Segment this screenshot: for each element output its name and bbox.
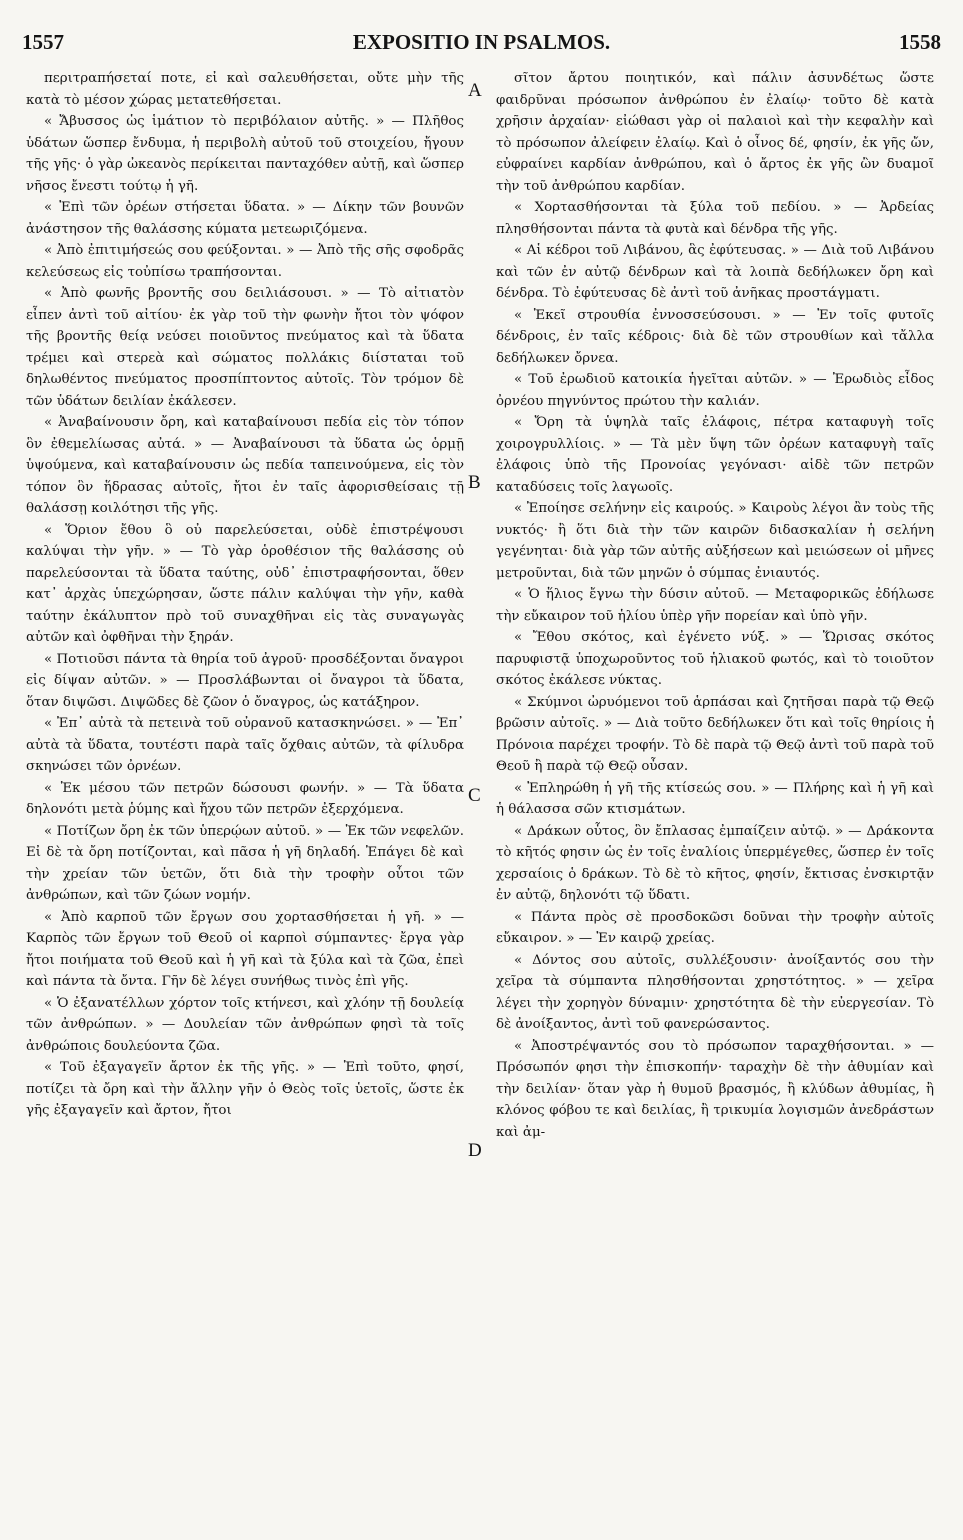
paragraph: « Δόντος σου αὐτοῖς, συλλέξουσιν· ἀνοίξαντός σου τὴν χεῖρα τὰ σύμπαντα πλησθήσονται χρηστότητος. » — χεῖρα λέγει τὴν χορηγὸν δύναμιν· χρηστότητα δὲ τὴν εὐεργεσίαν. Τὸ δὲ ἀνοίξαντος, ἀντὶ τοῦ φανερώσαντος. [496,952,934,1032]
paragraph: « Ἔθου σκότος, καὶ ἐγένετο νύξ. » — Ὥρισας σκότος παρυφιστᾷ ὑποχωροῦντος τοῦ ἡλιακοῦ φωτός, καὶ τὸ τοιοῦτον σκότος ἐκάλεσε νύκτας. [496,630,934,688]
section-marker-c: C [468,785,481,806]
left-column [26,68,464,1122]
section-marker-b: B [468,472,481,493]
page-number-right: 1558 [899,30,941,54]
paragraph: « Ὁ ἐξανατέλλων χόρτον τοῖς κτήνεσι, καὶ χλόην τῇ δουλείᾳ τῶν ἀνθρώπων. » — Δουλείαν τῶν ἀνθρώπων φησὶ τὰ τοῖς ἀνθρώποις δουλεύοντα ζῶα. [26,995,464,1054]
page-number-left: 1557 [22,30,64,54]
paragraph: « Ἐποίησε σελήνην εἰς καιρούς. » Καιροὺς λέγοι ἂν τοὺς τῆς νυκτός· ἢ ὅτι διὰ τὴν τῶν καιρῶν διδασκαλίαν ἡ σελήνη γεγένηται· διὰ γὰρ τῶν αὐτῆς αὐξήσεων καὶ μειώσεων οἱ μῆνες μετροῦνται, διὰ τῶν μηνῶν ὁ σύμπας ἐνιαυτός. [496,501,934,581]
paragraph: « Ποτιοῦσι πάντα τὰ θηρία τοῦ ἀγροῦ· προσδέξονται ὄναγροι εἰς δίψαν αὐτῶν. » — Προσλάβωνται οἱ ὄναγροι τὰ ὕδατα, ὅταν διψῶσι. Διψῶδες δὲ ζῶον ὁ ὄναγρος, ὡς κατάξηρον. [26,651,464,710]
paragraph: « Ὅριον ἔθου ὃ οὐ παρελεύσεται, οὐδὲ ἐπιστρέψουσι καλύψαι τὴν γῆν. » — Τὸ γὰρ ὁροθέσιον τῆς θαλάσσης οὐ παρελεύσονται τὰ ὕδατα ταύτης, οὐδ᾽ ἐπιστραφήσονται, ὅθεν κατ᾽ ἀρχὰς ὑπεχώρησαν, ὥστε πάλιν καλύψαι τὴν γῆν, καθὰ ταύτην ἐκάλυπτον πρὸ τοῦ συναχθῆναι εἰς τὰς συναγωγὰς αὐτῶν καὶ ὀφθῆναι τὴν ξηράν. [26,522,464,645]
paragraph: « Ἐκεῖ στρουθία ἐννοσσεύσουσι. » — Ἐν τοῖς φυτοῖς δένδροις, ἐν ταῖς κέδροις· διὰ δὲ τῶν στρουθίων καὶ τἄλλα δεδήλωκεν ὄρνεα. [496,307,934,366]
paragraph: « Ἐπληρώθη ἡ γῆ τῆς κτίσεώς σου. » — Πλήρης καὶ ἡ γῆ καὶ ἡ θάλασσα σῶν κτισμάτων. [496,780,934,817]
paragraph: « Αἱ κέδροι τοῦ Λιβάνου, ἃς ἐφύτευσας. » — Διὰ τοῦ Λιβάνου καὶ τῶν ἐν αὐτῷ δένδρων καὶ τὰ λοιπὰ δεδήλωκεν ὄρη καὶ δένδρα. Τὸ ἐφύτευσας δὲ ἀντὶ τοῦ ἀνῆκας προστάγματι. [496,243,934,301]
paragraph: « Ἐκ μέσου τῶν πετρῶν δώσουσι φωνήν. » — Τὰ ὕδατα δηλονότι μετὰ ῥύμης καὶ ἤχου τῶν πετρῶν ἐξερχόμενα. [26,780,464,817]
paragraph: « Τοῦ ἐρωδιοῦ κατοικία ἡγεῖται αὐτῶν. » — Ἐρωδιὸς εἶδος ὀρνέου πηγνύντος πρώτου τὴν καλιάν. [496,372,934,409]
paragraph: σῖτον ἄρτου ποιητικόν, καὶ πάλιν ἀσυνδέτως ὥστε φαιδρῦναι πρόσωπον ἀνθρώπου ἐν ἐλαίῳ· τοῦτο δὲ κατὰ χρῆσιν ἀρχαίαν· εἰώθασι γὰρ οἱ παλαιοὶ καὶ τὴν κεφαλὴν καὶ τὸ πρόσωπον ἀλείφειν ἐλαίῳ. Καὶ ὁ οἶνος δέ, φησίν, ἐκ γῆς ὤν, εὐφραίνει καρδίαν ἀνθρώπου, καὶ ὁ ἄρτος ἐκ γῆς ὢν δυαμοῖ τὴν τοῦ ἀνθρώπου καρδίαν. [496,71,934,194]
paragraph: « Πάντα πρὸς σὲ προσδοκῶσι δοῦναι τὴν τροφὴν αὐτοῖς εὔκαιρον. » — Ἐν καιρῷ χρείας. [496,909,934,946]
paragraph: « Ἀπὸ καρποῦ τῶν ἔργων σου χορτασθήσεται ἡ γῆ. » — Καρπὸς τῶν ἔργων τοῦ Θεοῦ οἱ καρποὶ σύμπαντες· ἔργα γὰρ ἤτοι ποιήματα τοῦ Θεοῦ καὶ ἡ γῆ καὶ τὰ ξύλα καὶ τὰ ζῶα, ἐπεὶ καὶ πάντα τὰ ὄντα. Γῆν δὲ λέγει συνήθως τινὸς ἐπὶ γῆς. [26,909,464,989]
paragraph: περιτραπήσεταί ποτε, εἰ καὶ σαλευθήσεται, οὔτε μὴν τῆς κατὰ τὸ μέσον χώρας μετατεθήσεται. [26,71,464,108]
section-marker-a: A [468,80,482,101]
paragraph: « Χορτασθήσονται τὰ ξύλα τοῦ πεδίου. » — Ἀρδείας πλησθήσονται πάντα τὰ φυτὰ καὶ δένδρα τῆς γῆς. [496,200,934,237]
running-title: EXPOSITIO IN PSALMOS. [352,30,611,54]
paragraph: « Δράκων οὗτος, ὃν ἔπλασας ἐμπαίζειν αὐτῷ. » — Δράκοντα τὸ κῆτός φησιν ὡς ἐν τοῖς ἐναλίοις ὑπερμέγεθες, ὥσπερ ἐν τοῖς χερσαίοις ὁ δράκων. Τὸ δὲ τὸ κῆτος, φησίν, ἔκτισας ἐνσκιρτᾷν ἐν αὐτῷ, δηλονότι τῷ ὕδατι. [496,823,934,903]
section-marker-d: D [468,1140,482,1161]
paragraph: « Ἀπὸ ἐπιτιμήσεώς σου φεύξονται. » — Ἀπὸ τῆς σῆς σφοδρᾶς κελεύσεως εἰς τοὐπίσω τραπήσονται. [26,243,464,280]
paragraph: « Ὄρη τὰ ὑψηλὰ ταῖς ἐλάφοις, πέτρα καταφυγὴ τοῖς χοιρογρυλλίοις. » — Τὰ μὲν ὕψη τῶν ὀρέων καταφυγὴ ταῖς ἐλάφοις ὑπὸ τῆς Προνοίας γεγόνασι· αἱδὲ τῶν πετρῶν καταδύσεις τοῖς λαγωοῖς. [496,415,934,495]
paragraph: « Σκύμνοι ὠρυόμενοι τοῦ ἁρπάσαι καὶ ζητῆσαι παρὰ τῷ Θεῷ βρῶσιν αὐτοῖς. » — Διὰ τοῦτο δεδήλωκεν ὅτι καὶ τοῖς θηρίοις ἡ Πρόνοια παρέχει τροφήν. Τὸ δὲ παρὰ τῷ Θεῷ ἀντὶ τοῦ παρὰ τοῦ Θεοῦ ἢ παρὰ τῷ Θεῷ οὖσαν. [496,694,934,774]
page-header [22,30,941,58]
paragraph: « Ἄβυσσος ὡς ἱμάτιον τὸ περιβόλαιον αὐτῆς. » — Πλῆθος ὑδάτων ὥσπερ ἔνδυμα, ἡ περιβολὴ αὐτοῦ τοῦ στοιχείου, ἤγουν τῆς γῆς· ὁ γὰρ ὠκεανὸς περίκειται πανταχόθεν αὐτῇ, καὶ ὥσπερ νῆσος ἔνεστι τούτῳ ἡ γῆ. [26,114,464,194]
paragraph: « Ὁ ἥλιος ἔγνω τὴν δύσιν αὐτοῦ. — Μεταφορικῶς ἐδήλωσε τὴν εὔκαιρον τοῦ ἡλίου ὑπὲρ γῆν πορείαν καὶ ὑπὸ γῆν. [496,587,934,624]
right-column [496,68,934,1143]
paragraph: « Ἐπ᾽ αὐτὰ τὰ πετεινὰ τοῦ οὐρανοῦ κατασκηνώσει. » — Ἐπ᾽ αὐτὰ τὰ ὕδατα, τουτέστι παρὰ ταῖς ὄχθαις αὐτῶν, τὰ φίλυδρα σκηνώσει τῶν ὀρνέων. [26,716,464,774]
paragraph: « Ποτίζων ὄρη ἐκ τῶν ὑπερῴων αὐτοῦ. » — Ἐκ τῶν νεφελῶν. Εἰ δὲ τὰ ὄρη ποτίζονται, καὶ πᾶσα ἡ γῆ δηλαδή. Ἐπάγει δὲ καὶ τὴν χρείαν τῶν ὑετῶν, ὅτι διὰ τὴν τροφὴν οὗτοι τῶν ἀνθρώπων, καὶ τῶν ζώων νομήν. [26,823,464,903]
paragraph: « Ἐπὶ τῶν ὀρέων στήσεται ὕδατα. » — Δίκην τῶν βουνῶν ἀνάστησον τῆς θαλάσσης κύματα μετεωριζόμενα. [26,200,464,237]
paragraph: « Ἀπὸ φωνῆς βροντῆς σου δειλιάσουσι. » — Τὸ αἰτιατὸν εἶπεν ἀντὶ τοῦ αἰτίου· ἐκ γὰρ τοῦ τὴν φωνὴν ἤτοι τὸν ψόφον τῆς βροντῆς θείᾳ νεύσει ποιοῦντος πνεύματος καὶ τὰ ὕδατα τρέμει καὶ στερεὰ καὶ σώματος πολλάκις διίσταται τοῦ δηλωθέντος πνεύματος προσπίπτοντος αὐτοῖς. Τὸν τρόμον δὲ τῶν ὑδάτων δειλίαν ἐκάλεσεν. [26,286,464,409]
paragraph: « Ἀναβαίνουσιν ὄρη, καὶ καταβαίνουσι πεδία εἰς τὸν τόπον ὃν ἐθεμελίωσας αὐτά. » — Ἀναβαίνουσι τὰ ὕδατα ὡς ὁρμῇ ὑψούμενα, καὶ καταβαίνουσιν ὡς πεδία ταπεινούμενα, εἰς τὸν τόπον ὃν ἥδρασας αὐτοῖς, ἤτοι ἐν ταῖς ἀφορισθείσαις τῇ θαλάσσῃ κοιλότησι τῆς γῆς. [26,415,464,516]
paragraph: « Τοῦ ἐξαγαγεῖν ἄρτον ἐκ τῆς γῆς. » — Ἐπὶ τοῦτο, φησί, ποτίζει τὰ ὄρη καὶ τὴν ἄλλην γῆν ὁ Θεὸς τοῖς ὑετοῖς, ὥστε ἐκ γῆς ἐξαγαγεῖν καὶ ἄρτον, ἤτοι [26,1060,464,1118]
paragraph: « Ἀποστρέψαντός σου τὸ πρόσωπον ταραχθήσονται. » — Πρόσωπόν φησι τὴν ἐπισκοπήν· ταραχὴν δὲ τὴν ἀθυμίαν καὶ τὴν δειλίαν· ὅταν γὰρ ἡ θυμοῦ βρασμός, ἢ κλύδων ἀθυμίας, ἢ κλόνος φόβου τε καὶ δειλίας, ἢ τρικυμία λογισμῶν ἀνεδράστων καὶ ἀμ- [496,1038,934,1140]
